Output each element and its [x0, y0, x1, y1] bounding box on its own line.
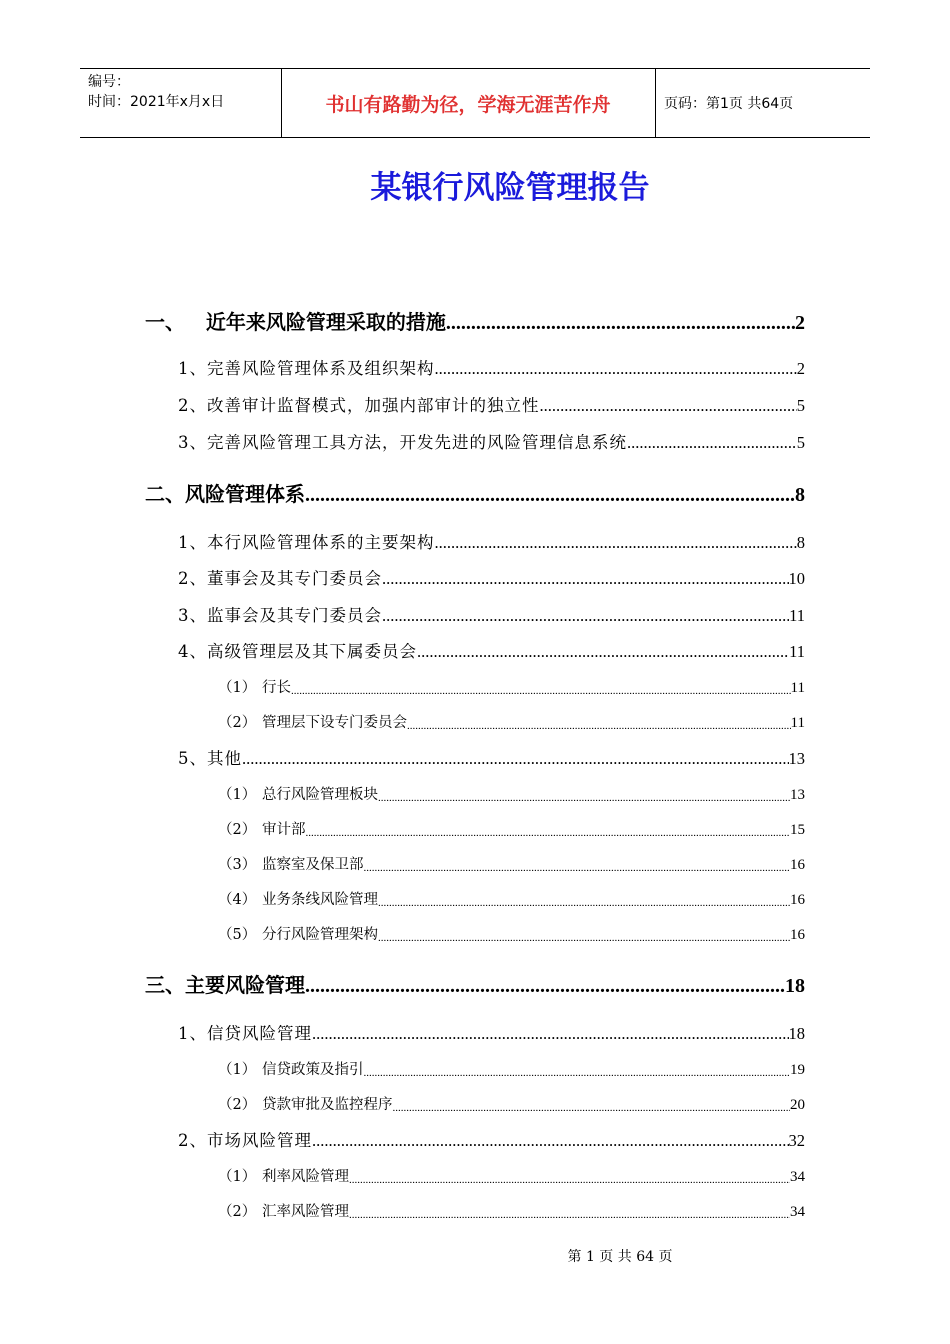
toc-entry-page: 2 — [796, 359, 805, 378]
toc-entry[interactable] — [218, 1058, 805, 1079]
document-time: 时间：2021年x月x日 — [88, 94, 225, 110]
toc-entry-page: 2 — [795, 312, 805, 334]
header-meta — [88, 72, 278, 112]
toc-dot-leader — [393, 1102, 791, 1114]
toc-entry[interactable] — [178, 355, 805, 379]
toc-entry-label: 分行风险管理架构 — [262, 927, 378, 943]
toc-dot-leader — [378, 897, 790, 909]
toc-entry-label: 一、 近年来风险管理采取的措施 — [145, 310, 446, 334]
document-title: 某银行风险管理报告 — [370, 170, 650, 206]
toc-dot-leader — [349, 1209, 790, 1221]
toc-entry-number: （5） — [218, 927, 257, 943]
toc-entry[interactable] — [218, 783, 805, 804]
toc-entry-label: 2、市场风险管理 — [178, 1131, 312, 1150]
toc-entry-label: 二、风险管理体系 — [145, 482, 305, 506]
header-divider — [655, 69, 656, 137]
toc-entry[interactable] — [218, 711, 805, 732]
toc-entry-page: 34 — [790, 1204, 805, 1220]
toc-dot-leader — [349, 1174, 790, 1186]
toc-entry-page: 19 — [790, 1062, 805, 1078]
toc-entry-label: 信贷政策及指引 — [262, 1062, 364, 1078]
toc-entry-label: 监察室及保卫部 — [262, 857, 364, 873]
toc-entry-label: 汇率风险管理 — [262, 1204, 349, 1220]
toc-entry[interactable] — [218, 1200, 805, 1221]
toc-dot-leader — [305, 484, 795, 507]
toc-entry-page: 11 — [790, 715, 805, 731]
toc-entry[interactable] — [218, 853, 805, 874]
toc-entry-label: 行长 — [262, 680, 291, 696]
toc-dot-leader — [435, 533, 797, 553]
toc-dot-leader — [378, 792, 790, 804]
toc-dot-leader — [407, 720, 791, 732]
toc-entry-page: 34 — [790, 1169, 805, 1185]
toc-entry-number: （2） — [218, 822, 257, 838]
toc-entry-label: 1、信贷风险管理 — [178, 1024, 312, 1043]
toc-entry-label: 总行风险管理板块 — [262, 787, 378, 803]
toc-entry-page: 8 — [796, 533, 805, 552]
toc-dot-leader — [291, 685, 791, 697]
toc-entry-page: 11 — [790, 680, 805, 696]
toc-entry-label: 三、主要风险管理 — [145, 973, 305, 997]
toc-dot-leader — [312, 1131, 789, 1151]
toc-entry-page: 11 — [789, 642, 805, 661]
toc-entry-label: 1、完善风险管理体系及组织架构 — [178, 359, 435, 378]
toc-entry[interactable] — [178, 1127, 805, 1151]
toc-entry-page: 15 — [790, 822, 805, 838]
toc-entry[interactable] — [218, 1093, 805, 1114]
toc-entry-number: （1） — [218, 1169, 257, 1185]
toc-entry[interactable] — [178, 529, 805, 553]
toc-entry-label: 业务条线风险管理 — [262, 892, 378, 908]
toc-dot-leader — [627, 433, 797, 453]
toc-dot-leader — [435, 359, 797, 379]
toc-entry[interactable] — [218, 923, 805, 944]
toc-dot-leader — [382, 569, 789, 589]
toc-entry-label: 2、改善审计监督模式，加强内部审计的独立性 — [178, 396, 540, 415]
toc-entry-page: 16 — [790, 892, 805, 908]
toc-dot-leader — [540, 396, 797, 416]
toc-entry-page: 20 — [790, 1097, 805, 1113]
toc-entry[interactable] — [178, 745, 805, 769]
toc-entry-page: 5 — [796, 433, 805, 452]
toc-entry-page: 10 — [788, 569, 805, 588]
toc-entry-number: （3） — [218, 857, 257, 873]
toc-entry-number: （1） — [218, 1062, 257, 1078]
toc-entry[interactable] — [145, 478, 805, 507]
toc-entry-label: 贷款审批及监控程序 — [262, 1097, 393, 1113]
header-page-info: 页码：第1页 共64页 — [664, 96, 794, 112]
toc-dot-leader — [364, 1067, 791, 1079]
toc-entry-label: 利率风险管理 — [262, 1169, 349, 1185]
toc-entry[interactable] — [145, 969, 805, 998]
toc-entry-page: 18 — [788, 1024, 805, 1043]
toc-entry-label: 5、其他 — [178, 749, 242, 768]
toc-entry-page: 11 — [789, 606, 805, 625]
toc-entry-page: 32 — [788, 1131, 805, 1150]
toc-entry-label: 3、完善风险管理工具方法，开发先进的风险管理信息系统 — [178, 433, 627, 452]
toc-entry-page: 5 — [796, 396, 805, 415]
toc-dot-leader — [364, 862, 791, 874]
toc-entry-label: 管理层下设专门委员会 — [262, 715, 407, 731]
toc-dot-leader — [382, 606, 789, 626]
toc-entry[interactable] — [218, 818, 805, 839]
toc-dot-leader — [446, 312, 795, 335]
toc-entry-number: （2） — [218, 715, 257, 731]
toc-entry[interactable] — [178, 565, 805, 589]
toc-entry[interactable] — [178, 1020, 805, 1044]
toc-entry-label: 1、本行风险管理体系的主要架构 — [178, 533, 435, 552]
toc-entry-number: （2） — [218, 1097, 257, 1113]
page-header — [80, 68, 870, 138]
toc-entry-page: 13 — [788, 749, 805, 768]
toc-entry-page: 18 — [785, 975, 805, 997]
toc-dot-leader — [242, 749, 789, 769]
toc-dot-leader — [305, 975, 785, 998]
toc-entry-label: 审计部 — [262, 822, 306, 838]
toc-entry[interactable] — [178, 429, 805, 453]
toc-entry-label: 4、高级管理层及其下属委员会 — [178, 642, 417, 661]
toc-entry-label: 2、董事会及其专门委员会 — [178, 569, 382, 588]
toc-entry[interactable] — [145, 306, 805, 335]
header-motto: 书山有路勤为径，学海无涯苦作舟 — [325, 93, 611, 116]
toc-entry-page: 16 — [790, 927, 805, 943]
toc-dot-leader — [378, 932, 790, 944]
toc-entry[interactable] — [178, 638, 805, 662]
toc-entry-number: （1） — [218, 680, 257, 696]
toc-dot-leader — [312, 1024, 789, 1044]
toc-dot-leader — [417, 642, 789, 662]
toc-entry-label: 3、监事会及其专门委员会 — [178, 606, 382, 625]
toc-entry[interactable] — [178, 392, 805, 416]
toc-entry-number: （4） — [218, 892, 257, 908]
toc-entry-page: 16 — [790, 857, 805, 873]
toc-entry-page: 13 — [790, 787, 805, 803]
toc-entry-number: （2） — [218, 1204, 257, 1220]
toc-entry-number: （1） — [218, 787, 257, 803]
page-footer: 第 1 页 共 64 页 — [567, 1249, 673, 1265]
toc-entry[interactable] — [218, 676, 805, 697]
document-number: 编号： — [88, 74, 130, 90]
toc-entry[interactable] — [218, 1165, 805, 1186]
toc-entry[interactable] — [218, 888, 805, 909]
toc-entry-page: 8 — [795, 484, 805, 506]
toc-dot-leader — [306, 827, 791, 839]
toc-entry[interactable] — [178, 602, 805, 626]
